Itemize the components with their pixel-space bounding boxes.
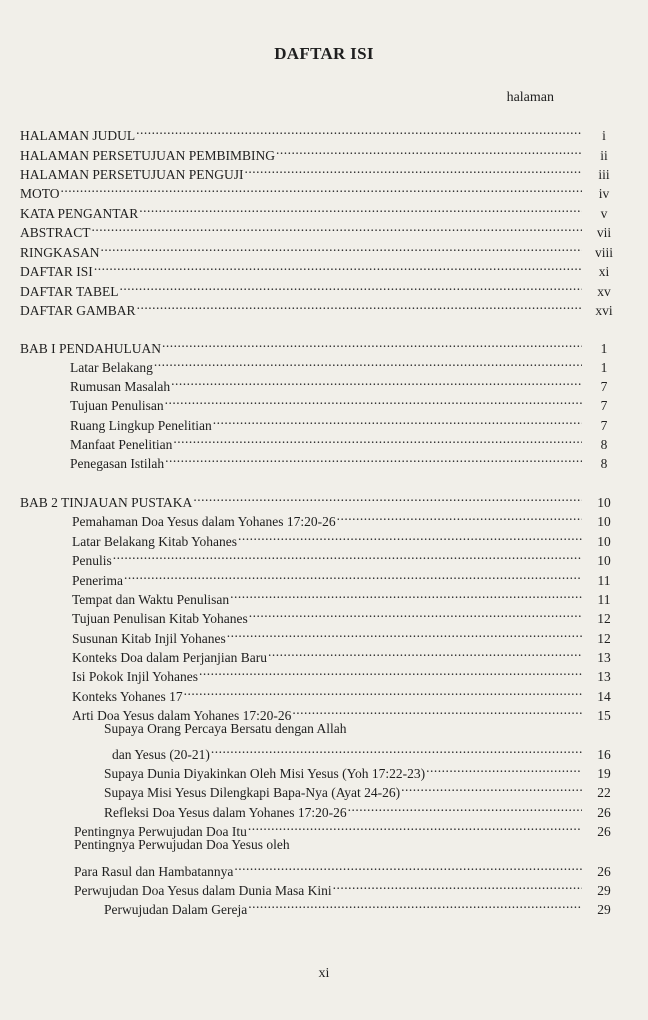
toc-leader-dots: [227, 623, 582, 643]
toc-leader-dots: [136, 120, 582, 140]
toc-entry-page: i: [602, 128, 606, 143]
toc-leader-dots: [184, 681, 582, 701]
toc-leader-dots: [249, 603, 582, 623]
toc-entry: [72, 700, 626, 723]
toc-entry-label: MOTO: [20, 186, 60, 201]
toc-entry: [74, 816, 626, 839]
toc-entry-page: 1: [600, 360, 608, 375]
toc-leader-dots: [248, 816, 582, 836]
toc-entry-label: Ruang Lingkup Penelitian: [70, 418, 212, 433]
toc-entry-label: Tujuan Penulisan: [70, 398, 164, 413]
toc-leader-dots: [119, 276, 582, 296]
toc-entry-page: viii: [594, 245, 613, 260]
toc-leader-dots: [101, 237, 582, 257]
toc-entry-label: Penerima: [72, 573, 123, 588]
toc-entry: [72, 565, 626, 588]
halaman-column-label: halaman: [506, 90, 554, 105]
toc-entry-label: Latar Belakang Kitab Yohanes: [72, 534, 237, 549]
toc-entry-label: RINGKASAN: [20, 245, 100, 260]
toc-entry-label: Tujuan Penulisan Kitab Yohanes: [72, 611, 248, 626]
toc-entry-page: iii: [598, 167, 610, 182]
toc-entry: [72, 661, 626, 684]
toc-leader-dots: [113, 545, 582, 565]
toc-entry-label: Penulis: [72, 553, 112, 568]
toc-entry: [72, 584, 626, 607]
toc-entry-label: Isi Pokok Injil Yohanes: [72, 669, 199, 684]
toc-leader-dots: [171, 371, 582, 391]
toc-entry-page: 12: [597, 611, 611, 626]
toc-entry: [20, 256, 626, 279]
toc-leader-dots: [234, 856, 582, 876]
toc-entry-page: 11: [597, 592, 611, 607]
toc-leader-dots: [337, 506, 582, 526]
toc-leader-dots: [276, 140, 582, 160]
toc-entry: [20, 178, 626, 201]
toc-entry: [20, 140, 626, 163]
toc-entry: [104, 777, 626, 800]
toc-entry-page: 26: [597, 805, 611, 820]
toc-leader-dots: [213, 410, 582, 430]
toc-entry-page: 7: [600, 398, 608, 413]
toc-entry: [72, 545, 626, 568]
toc-entry-label: HALAMAN JUDUL: [20, 128, 136, 143]
toc-leader-dots: [124, 565, 582, 585]
toc-leader-dots: [162, 333, 582, 353]
toc-entry: [104, 797, 626, 820]
toc-entry-page: 19: [597, 766, 611, 781]
toc-entry: [20, 333, 626, 356]
toc-leader-dots: [154, 352, 582, 372]
toc-entry-page: 13: [597, 650, 611, 665]
toc-entry: [72, 603, 626, 626]
toc-entry-label: Pentingnya Perwujudan Doa Yesus oleh: [74, 837, 290, 852]
toc-leader-dots: [94, 256, 582, 276]
toc-entry-page: 16: [597, 747, 611, 762]
toc-entry-page: 7: [600, 379, 608, 394]
toc-entry-label: Latar Belakang: [70, 360, 153, 375]
toc-entry: [20, 120, 626, 143]
toc-entry-label: Supaya Misi Yesus Dilengkapi Bapa-Nya (Ayat 24-26): [104, 785, 401, 800]
toc-entry-label: Pemahaman Doa Yesus dalam Yohanes 17:20-26: [72, 514, 336, 529]
toc-entry-label: ABSTRACT: [20, 225, 91, 240]
toc-entry-page: iv: [598, 186, 610, 201]
toc-leader-dots: [193, 487, 582, 507]
toc-entry-page: xv: [597, 284, 611, 299]
toc-entry-label: Manfaat Penelitian: [70, 437, 173, 452]
toc-leader-dots: [401, 777, 582, 797]
toc-entry-page: 10: [597, 553, 611, 568]
toc-entry: [20, 159, 626, 182]
toc-entry-page: 11: [597, 573, 611, 588]
toc-entry: [70, 390, 626, 413]
toc-entry-label: Supaya Orang Percaya Bersatu dengan Allah: [104, 721, 347, 736]
toc-entry-page: 14: [597, 689, 611, 704]
toc-leader-dots: [333, 875, 582, 895]
toc-leader-dots: [238, 526, 582, 546]
toc-entry-page: v: [600, 206, 608, 221]
toc-entry-label: KATA PENGANTAR: [20, 206, 139, 221]
toc-leader-dots: [268, 642, 582, 662]
toc-entry-label: Susunan Kitab Injil Yohanes: [72, 631, 226, 646]
toc-leader-dots: [139, 198, 582, 218]
toc-entry: [72, 506, 626, 529]
toc-leader-dots: [165, 448, 582, 468]
toc-entry-label: Refleksi Doa Yesus dalam Yohanes 17:20-26: [104, 805, 347, 820]
toc-leader-dots: [173, 429, 582, 449]
toc-entry-page: 22: [597, 785, 611, 800]
toc-entry-label: Tempat dan Waktu Penulisan: [72, 592, 230, 607]
toc-entry-page: 8: [600, 456, 608, 471]
toc-leader-dots: [230, 584, 582, 604]
toc-entry: [112, 739, 626, 762]
toc-leader-dots: [248, 894, 582, 914]
toc-entry-page: 8: [600, 437, 608, 452]
toc-entry-page: 12: [597, 631, 611, 646]
toc-entry-page: xvi: [595, 303, 613, 318]
toc-entry-label: DAFTAR TABEL: [20, 284, 119, 299]
toc-entry-label: HALAMAN PERSETUJUAN PENGUJI: [20, 167, 244, 182]
toc-leader-dots: [348, 797, 582, 817]
toc-entry: [104, 894, 626, 917]
toc-entry-page: 26: [597, 864, 611, 879]
toc-entry: [20, 295, 626, 318]
toc-entry-label: HALAMAN PERSETUJUAN PEMBIMBING: [20, 148, 276, 163]
toc-entry: [104, 758, 626, 781]
toc-leader-dots: [165, 390, 582, 410]
toc-leader-dots: [245, 159, 582, 179]
toc-entry-label: BAB 2 TINJAUAN PUSTAKA: [20, 495, 193, 510]
page-title: DAFTAR ISI: [274, 44, 374, 63]
toc-entry: [72, 681, 626, 704]
toc-entry: [74, 835, 626, 855]
toc-entry: [20, 217, 626, 240]
toc-entry: [70, 352, 626, 375]
toc-entry-label: Konteks Doa dalam Perjanjian Baru: [72, 650, 267, 665]
toc-leader-dots: [199, 661, 582, 681]
toc-entry: [20, 198, 626, 221]
toc-entry: [74, 875, 626, 898]
toc-entry-label: Para Rasul dan Hambatannya: [74, 864, 234, 879]
toc-leader-dots: [426, 758, 582, 778]
toc-leader-dots: [137, 295, 582, 315]
toc-entry-label: Konteks Yohanes 17: [72, 689, 183, 704]
toc-entry-label: Perwujudan Dalam Gereja: [104, 902, 248, 917]
toc-entry: [20, 237, 626, 260]
toc-entry-label: DAFTAR GAMBAR: [20, 303, 136, 318]
toc-entry: [20, 276, 626, 299]
page-number-footer: xi: [318, 966, 330, 981]
toc-entry-page: 10: [597, 514, 611, 529]
toc-entry-page: 15: [597, 708, 611, 723]
toc-entry: [104, 719, 626, 739]
toc-entry: [72, 623, 626, 646]
toc-entry-page: 10: [597, 495, 611, 510]
toc-entry: [70, 410, 626, 433]
toc-entry: [74, 856, 626, 879]
toc-entry-page: vii: [596, 225, 612, 240]
toc-entry-page: 7: [600, 418, 608, 433]
toc-entry-page: xi: [598, 264, 610, 279]
toc-entry-page: 26: [597, 824, 611, 839]
toc-entry: [70, 371, 626, 394]
toc-entry-label: Supaya Dunia Diyakinkan Oleh Misi Yesus (Yoh 17:22-23): [104, 766, 426, 781]
toc-leader-dots: [92, 217, 582, 237]
toc-leader-dots: [61, 178, 582, 198]
toc-entry-label: BAB I PENDAHULUAN: [20, 341, 161, 356]
toc-entry-page: 29: [597, 883, 611, 898]
toc-entry-label: Perwujudan Doa Yesus dalam Dunia Masa Kini: [74, 883, 332, 898]
toc-entry: [72, 642, 626, 665]
toc-entry-label: Penegasan Istilah: [70, 456, 165, 471]
toc-leader-dots: [292, 700, 582, 720]
toc-leader-dots: [211, 739, 582, 759]
toc-entry-page: 29: [597, 902, 611, 917]
toc-entry: [70, 429, 626, 452]
toc-entry-page: 10: [597, 534, 611, 549]
toc-entry: [72, 526, 626, 549]
toc-entry-label: DAFTAR ISI: [20, 264, 93, 279]
toc-entry-label: dan Yesus (20-21): [112, 747, 210, 762]
toc-entry-label: Arti Doa Yesus dalam Yohanes 17:20-26: [72, 708, 292, 723]
toc-entry: [70, 448, 626, 471]
toc-entry: [20, 487, 626, 510]
toc-entry-page: 1: [600, 341, 608, 356]
toc-entry-label: Rumusan Masalah: [70, 379, 171, 394]
toc-entry-label: Pentingnya Perwujudan Doa Itu: [74, 824, 247, 839]
toc-entry-page: 13: [597, 669, 611, 684]
toc-entry-page: ii: [600, 148, 608, 163]
